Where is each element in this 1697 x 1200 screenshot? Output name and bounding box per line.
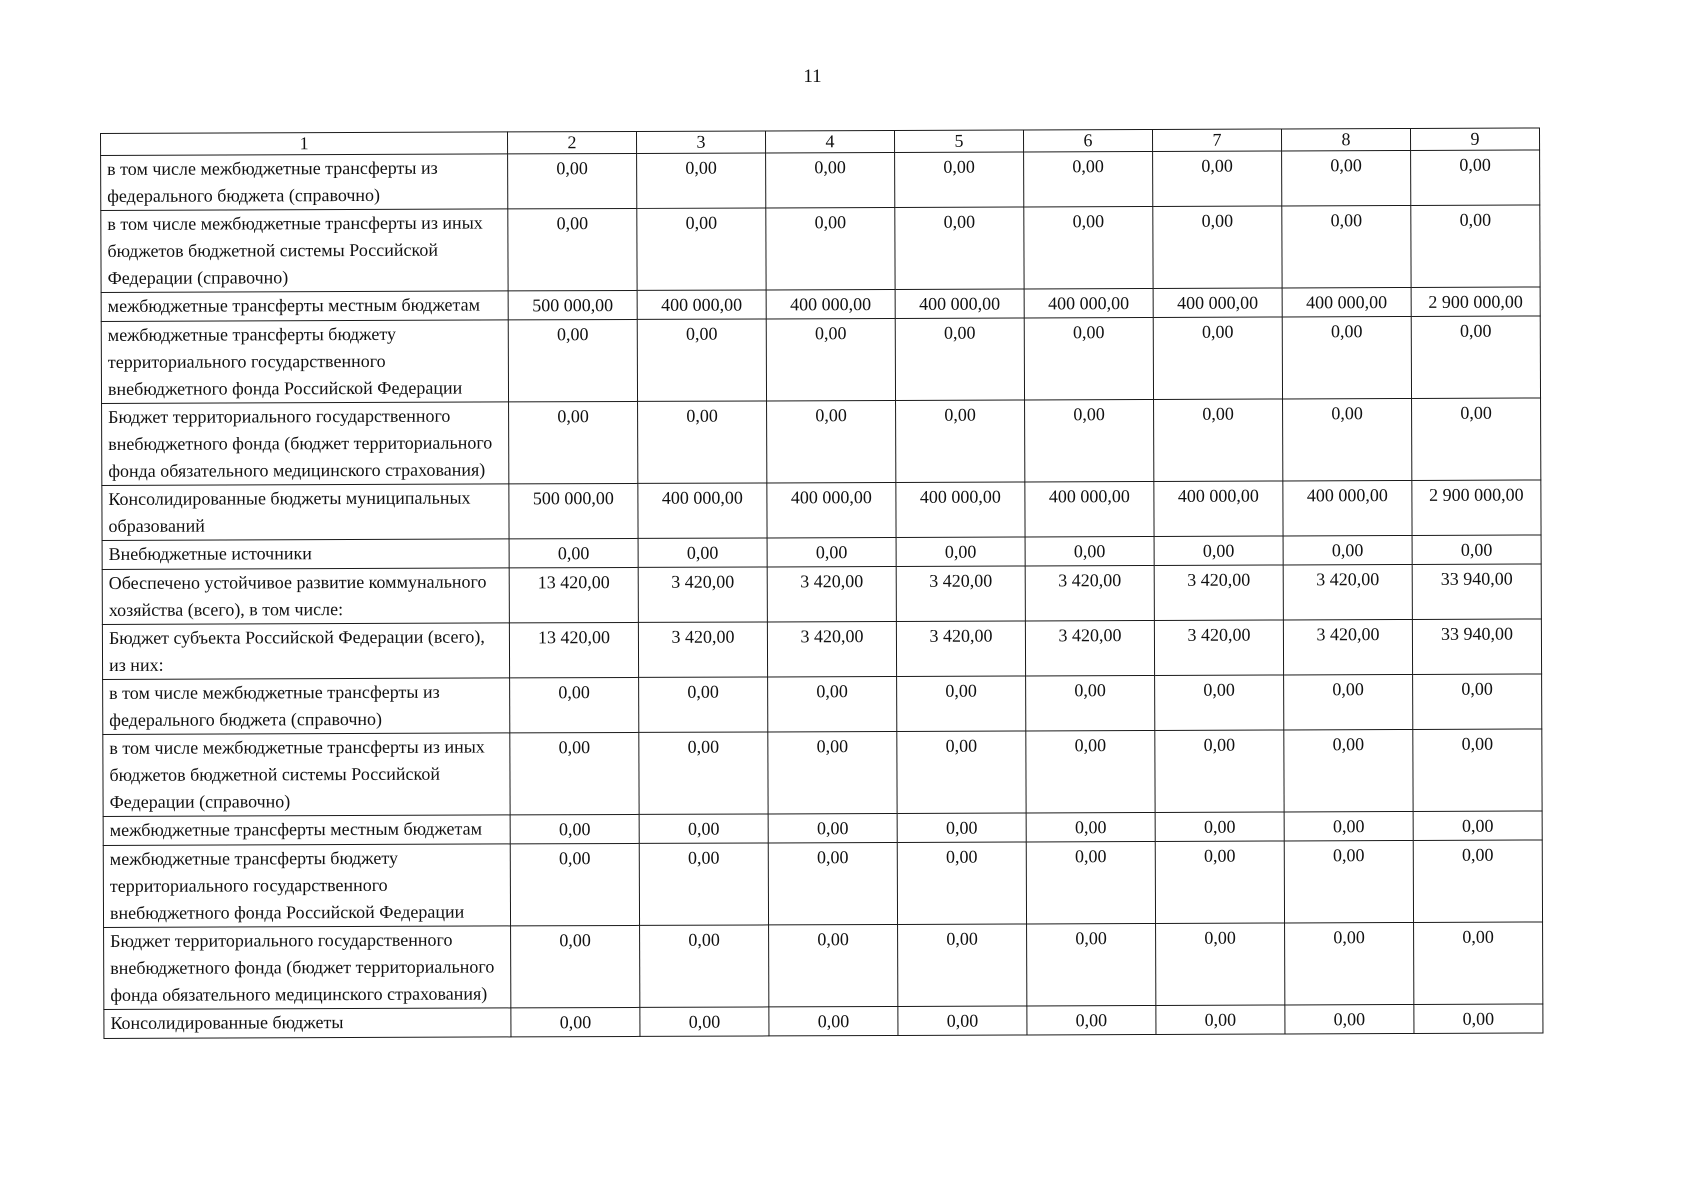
value-cell: 0,00 — [766, 318, 895, 400]
value-cell: 0,00 — [895, 152, 1024, 207]
table-row — [102, 564, 1541, 625]
value-cell: 0,00 — [895, 207, 1024, 289]
value-cell: 0,00 — [896, 537, 1025, 566]
value-cell: 0,00 — [896, 400, 1025, 482]
table-row — [104, 922, 1543, 1010]
value-cell: 500 000,00 — [509, 483, 638, 538]
budget-table — [100, 127, 1543, 1039]
value-cell: 0,00 — [509, 401, 638, 483]
value-cell: 0,00 — [768, 813, 897, 842]
table-row — [101, 150, 1540, 211]
value-cell: 0,00 — [1024, 206, 1153, 288]
value-cell: 0,00 — [1024, 317, 1153, 399]
value-cell: 0,00 — [639, 814, 768, 843]
value-cell: 0,00 — [1411, 205, 1540, 287]
value-cell: 0,00 — [1413, 811, 1542, 840]
value-cell: 400 000,00 — [1153, 288, 1282, 317]
value-cell: 400 000,00 — [766, 289, 895, 318]
value-cell: 0,00 — [638, 401, 767, 483]
value-cell: 3 420,00 — [1025, 565, 1154, 620]
value-cell: 0,00 — [1412, 535, 1541, 564]
value-cell: 0,00 — [1282, 150, 1411, 205]
value-cell: 0,00 — [1155, 730, 1284, 812]
value-cell: 400 000,00 — [1025, 481, 1154, 536]
value-cell: 400 000,00 — [637, 290, 766, 319]
table-body — [101, 150, 1543, 1039]
row-label: в том числе межбюджетные трансферты из федерального бюджета (справочно) — [103, 678, 510, 735]
value-cell: 0,00 — [1283, 398, 1412, 480]
page-number: 11 — [803, 66, 822, 87]
value-cell: 0,00 — [897, 676, 1026, 731]
value-cell: 0,00 — [1027, 1005, 1156, 1034]
value-cell: 0,00 — [508, 319, 637, 401]
value-cell: 13 420,00 — [509, 567, 638, 622]
value-cell: 0,00 — [768, 676, 897, 731]
value-cell: 0,00 — [510, 814, 639, 843]
value-cell: 0,00 — [898, 1006, 1027, 1035]
value-cell: 0,00 — [1025, 399, 1154, 481]
value-cell: 3 420,00 — [638, 567, 767, 622]
value-cell: 3 420,00 — [1154, 565, 1283, 620]
value-cell: 0,00 — [639, 732, 768, 814]
value-cell: 0,00 — [1153, 317, 1282, 399]
value-cell: 0,00 — [510, 843, 639, 925]
column-header: 3 — [636, 131, 765, 153]
value-cell: 0,00 — [769, 1006, 898, 1035]
value-cell: 0,00 — [637, 319, 766, 401]
value-cell: 0,00 — [1284, 811, 1413, 840]
value-cell: 400 000,00 — [1024, 288, 1153, 317]
value-cell: 0,00 — [897, 813, 1026, 842]
value-cell: 400 000,00 — [1283, 480, 1412, 535]
value-cell: 3 420,00 — [1025, 620, 1154, 675]
value-cell: 0,00 — [1025, 536, 1154, 565]
value-cell: 3 420,00 — [1283, 564, 1412, 619]
row-label: межбюджетные трансферты бюджету территориального государственного внебюджетного фонда Российской Федерации — [103, 844, 510, 928]
value-cell: 3 420,00 — [1154, 620, 1283, 675]
value-cell: 0,00 — [768, 731, 897, 813]
value-cell: 0,00 — [639, 843, 768, 925]
value-cell: 0,00 — [1414, 1004, 1543, 1033]
value-cell: 0,00 — [1155, 675, 1284, 730]
value-cell: 0,00 — [1284, 840, 1413, 922]
value-cell: 0,00 — [1414, 922, 1543, 1004]
value-cell: 0,00 — [1155, 841, 1284, 923]
value-cell: 0,00 — [639, 677, 768, 732]
value-cell: 0,00 — [1413, 840, 1542, 922]
column-header: 4 — [765, 130, 894, 152]
value-cell: 0,00 — [640, 925, 769, 1007]
value-cell: 2 900 000,00 — [1412, 480, 1541, 535]
row-label: Консолидированные бюджеты муниципальных образований — [102, 484, 509, 541]
value-cell: 0,00 — [766, 152, 895, 207]
value-cell: 0,00 — [1026, 841, 1155, 923]
value-cell: 0,00 — [511, 1007, 640, 1036]
column-header: 9 — [1410, 128, 1539, 150]
row-label: межбюджетные трансферты местным бюджетам — [101, 291, 508, 322]
value-cell: 3 420,00 — [1283, 619, 1412, 674]
value-cell: 0,00 — [897, 731, 1026, 813]
row-label: Внебюджетные источники — [102, 539, 509, 570]
value-cell: 400 000,00 — [896, 482, 1025, 537]
value-cell: 0,00 — [637, 208, 766, 290]
table-row — [101, 316, 1540, 404]
value-cell: 3 420,00 — [638, 622, 767, 677]
table-row — [102, 480, 1541, 541]
column-header: 5 — [894, 130, 1023, 152]
table-row — [103, 729, 1542, 817]
value-cell: 0,00 — [1154, 536, 1283, 565]
value-cell: 0,00 — [1027, 923, 1156, 1005]
value-cell: 0,00 — [1411, 316, 1540, 398]
value-cell: 400 000,00 — [638, 483, 767, 538]
value-cell: 0,00 — [1285, 922, 1414, 1004]
value-cell: 400 000,00 — [767, 482, 896, 537]
value-cell: 0,00 — [898, 924, 1027, 1006]
row-label: в том числе межбюджетные трансферты из иных бюджетов бюджетной системы Российской Федерации (справочно) — [103, 733, 510, 817]
value-cell: 400 000,00 — [1282, 287, 1411, 316]
table-row — [103, 674, 1542, 735]
value-cell: 0,00 — [1282, 316, 1411, 398]
column-header: 2 — [507, 131, 636, 153]
table-row — [101, 205, 1540, 293]
value-cell: 0,00 — [766, 207, 895, 289]
value-cell: 0,00 — [640, 1007, 769, 1036]
value-cell: 0,00 — [1024, 151, 1153, 206]
value-cell: 0,00 — [1026, 675, 1155, 730]
value-cell: 0,00 — [767, 537, 896, 566]
row-label: Бюджет субъекта Российской Федерации (всего), из них: — [102, 623, 509, 680]
row-label: в том числе межбюджетные трансферты из иных бюджетов бюджетной системы Российской Федерации (справочно) — [101, 209, 508, 293]
value-cell: 0,00 — [1412, 398, 1541, 480]
value-cell: 33 940,00 — [1412, 564, 1541, 619]
table-row — [102, 398, 1541, 486]
value-cell: 500 000,00 — [508, 290, 637, 319]
value-cell: 3 420,00 — [767, 621, 896, 676]
row-label: межбюджетные трансферты местным бюджетам — [103, 815, 510, 846]
value-cell: 0,00 — [1154, 399, 1283, 481]
value-cell: 0,00 — [768, 842, 897, 924]
value-cell: 0,00 — [510, 677, 639, 732]
row-label: Бюджет территориального государственного внебюджетного фонда (бюджет территориального фонда обязательного медицинского страхования) — [104, 926, 511, 1010]
value-cell: 0,00 — [769, 924, 898, 1006]
column-header: 6 — [1023, 129, 1152, 151]
value-cell: 0,00 — [1282, 205, 1411, 287]
value-cell: 0,00 — [1413, 674, 1542, 729]
table-row — [103, 840, 1542, 928]
value-cell: 2 900 000,00 — [1411, 287, 1540, 316]
value-cell: 0,00 — [509, 538, 638, 567]
value-cell: 0,00 — [508, 208, 637, 290]
value-cell: 0,00 — [1156, 1005, 1285, 1034]
column-header: 1 — [101, 132, 508, 156]
value-cell: 0,00 — [1026, 812, 1155, 841]
table-row — [102, 619, 1541, 680]
value-cell: 0,00 — [1026, 730, 1155, 812]
column-header: 8 — [1281, 128, 1410, 150]
value-cell: 0,00 — [1156, 923, 1285, 1005]
value-cell: 400 000,00 — [895, 289, 1024, 318]
row-label: в том числе межбюджетные трансферты из федерального бюджета (справочно) — [101, 154, 508, 211]
value-cell: 0,00 — [1153, 151, 1282, 206]
value-cell: 3 420,00 — [896, 621, 1025, 676]
value-cell: 0,00 — [1413, 729, 1542, 811]
value-cell: 0,00 — [1284, 674, 1413, 729]
table-row — [104, 1004, 1543, 1039]
value-cell: 0,00 — [637, 153, 766, 208]
value-cell: 0,00 — [895, 318, 1024, 400]
value-cell: 0,00 — [1283, 535, 1412, 564]
value-cell: 0,00 — [508, 153, 637, 208]
value-cell: 33 940,00 — [1412, 619, 1541, 674]
value-cell: 0,00 — [767, 400, 896, 482]
value-cell: 400 000,00 — [1154, 481, 1283, 536]
row-label: Консолидированные бюджеты — [104, 1008, 511, 1039]
value-cell: 0,00 — [1153, 206, 1282, 288]
row-label: межбюджетные трансферты бюджету территориального государственного внебюджетного фонда Российской Федерации — [101, 320, 508, 404]
row-label: Бюджет территориального государственного внебюджетного фонда (бюджет территориального фонда обязательного медицинского страхования) — [102, 402, 509, 486]
value-cell: 0,00 — [1411, 150, 1540, 205]
column-header: 7 — [1152, 129, 1281, 151]
value-cell: 13 420,00 — [509, 622, 638, 677]
value-cell: 3 420,00 — [767, 566, 896, 621]
value-cell: 0,00 — [511, 925, 640, 1007]
value-cell: 0,00 — [1284, 729, 1413, 811]
value-cell: 0,00 — [510, 732, 639, 814]
row-label: Обеспечено устойчивое развитие коммунального хозяйства (всего), в том числе: — [102, 568, 509, 625]
value-cell: 0,00 — [897, 842, 1026, 924]
value-cell: 0,00 — [1285, 1004, 1414, 1033]
value-cell: 0,00 — [1155, 812, 1284, 841]
value-cell: 3 420,00 — [896, 566, 1025, 621]
value-cell: 0,00 — [638, 538, 767, 567]
